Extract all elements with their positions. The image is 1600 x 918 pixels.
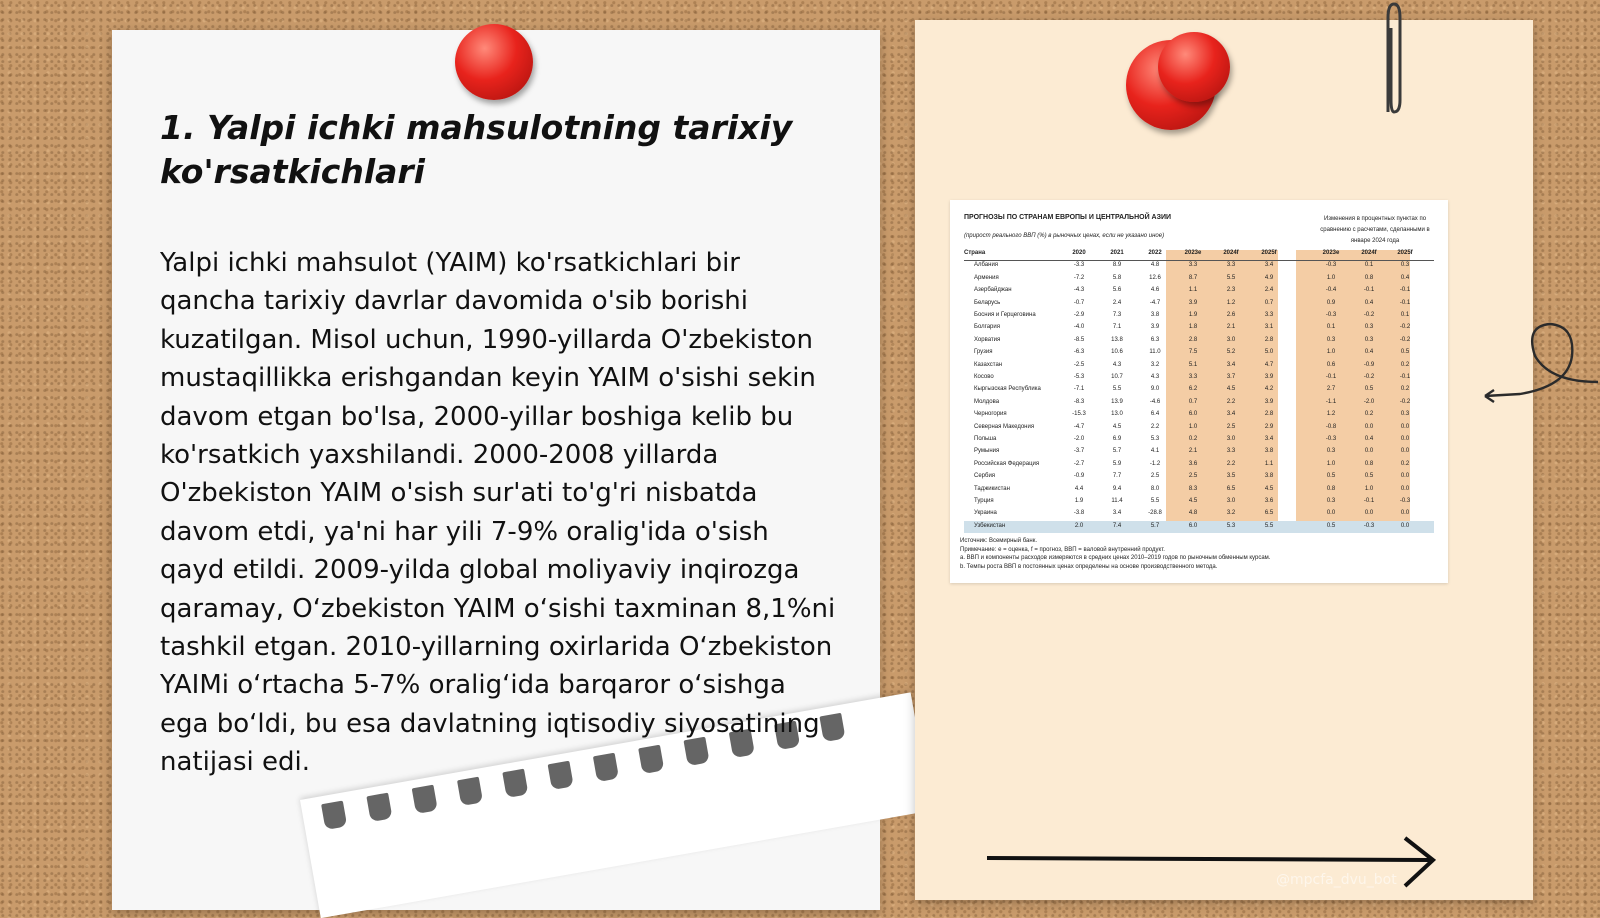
change-cell: 0.1 (1364, 262, 1374, 269)
value-cell: -2.7 (1073, 460, 1085, 467)
change-cell: 0.0 (1400, 485, 1410, 492)
value-cell: 3.0 (1226, 336, 1236, 343)
change-cell: 0.3 (1326, 498, 1336, 504)
value-cell: 5.5 (1150, 498, 1160, 504)
value-cell: 3.0 (1226, 436, 1236, 442)
change-cell: -0.3 (1325, 436, 1337, 442)
value-cell: 1.9 (1074, 498, 1084, 504)
value-cell: 5.3 (1226, 522, 1236, 529)
value-cell: 13.9 (1111, 398, 1123, 405)
value-cell: 2.2 (1226, 398, 1236, 405)
change-cell: 0.3 (1400, 262, 1410, 269)
column-header: 2025f (1397, 250, 1413, 256)
value-cell: 2.5 (1188, 473, 1198, 480)
table-row (964, 484, 1434, 496)
change-cell: 0.0 (1364, 448, 1374, 455)
value-cell: 7.5 (1188, 349, 1198, 356)
table-row (964, 260, 1434, 272)
value-cell: 5.5 (1264, 522, 1274, 529)
value-cell: 2.1 (1188, 448, 1198, 455)
column-header: 2023e (1322, 250, 1340, 256)
value-cell: -2.9 (1073, 312, 1085, 318)
value-cell: 6.5 (1264, 510, 1274, 517)
change-cell: 0.4 (1364, 349, 1374, 356)
value-cell: 2.8 (1188, 336, 1198, 343)
change-cell: 1.2 (1326, 411, 1336, 418)
country-cell: Российская Федерация (974, 460, 1040, 467)
value-cell: 4.5 (1264, 485, 1274, 492)
change-cell: -0.1 (1399, 299, 1411, 306)
value-cell: 3.6 (1264, 498, 1274, 504)
table-change-title: Изменения в процентных пунктах по сравнению с расчетами, сделанными в январе 2024 года (1320, 216, 1430, 244)
change-cell: 0.0 (1326, 510, 1336, 517)
value-cell: 6.9 (1112, 436, 1122, 442)
value-cell: -2.0 (1073, 436, 1085, 442)
change-cell: 0.3 (1326, 336, 1336, 343)
value-cell: 2.5 (1226, 423, 1236, 430)
value-cell: 3.5 (1226, 473, 1236, 480)
country-cell: Турция (974, 498, 994, 504)
value-cell: 5.7 (1112, 448, 1122, 455)
value-cell: 10.7 (1111, 374, 1123, 380)
gdp-forecast-table (950, 200, 1448, 583)
change-cell: 2.7 (1326, 386, 1336, 393)
change-cell: -0.3 (1399, 498, 1411, 504)
pushpin-icon (1158, 32, 1230, 102)
value-cell: 3.4 (1226, 411, 1236, 418)
value-cell: 7.7 (1112, 473, 1122, 480)
change-cell: 0.0 (1400, 448, 1410, 455)
change-cell: 0.1 (1400, 312, 1410, 318)
value-cell: 5.0 (1264, 349, 1274, 356)
change-cell: -0.1 (1399, 374, 1411, 380)
value-cell: 2.0 (1074, 522, 1084, 529)
table-row (964, 471, 1434, 483)
table-row (964, 310, 1434, 322)
change-cell: 0.3 (1364, 336, 1374, 343)
value-cell: 8.0 (1150, 485, 1160, 492)
country-cell: Сербия (974, 473, 996, 480)
value-cell: 4.1 (1150, 448, 1160, 455)
value-cell: 12.6 (1149, 274, 1161, 281)
change-cell: 0.3 (1326, 448, 1336, 455)
value-cell: 3.3 (1226, 262, 1236, 269)
change-cell: 0.3 (1364, 324, 1374, 331)
change-cell: 0.0 (1364, 423, 1374, 430)
table-row (964, 285, 1434, 297)
value-cell: 3.9 (1150, 324, 1160, 331)
column-header: 2025f (1261, 250, 1277, 256)
value-cell: 13.0 (1111, 411, 1123, 418)
country-cell: Косово (974, 374, 994, 380)
value-cell: -1.2 (1149, 460, 1161, 467)
value-cell: 2.8 (1264, 411, 1274, 418)
value-cell: 5.3 (1150, 436, 1160, 442)
table-header-row (964, 248, 1434, 261)
change-cell: 0.2 (1400, 460, 1410, 467)
value-cell: 1.1 (1188, 287, 1198, 294)
value-cell: 2.2 (1150, 423, 1160, 430)
value-cell: -6.3 (1073, 349, 1085, 356)
country-cell: Черногория (974, 411, 1007, 418)
pushpin-icon (455, 24, 533, 100)
value-cell: 2.3 (1226, 287, 1236, 294)
change-cell: 0.4 (1364, 299, 1374, 306)
value-cell: 3.2 (1226, 510, 1236, 517)
country-cell: Таджикистан (974, 485, 1010, 492)
value-cell: -4.3 (1073, 287, 1085, 294)
value-cell: 2.4 (1112, 299, 1122, 306)
change-cell: -0.1 (1363, 498, 1375, 504)
change-cell: -0.1 (1363, 287, 1375, 294)
value-cell: 9.4 (1112, 485, 1122, 492)
change-cell: 0.5 (1364, 473, 1374, 480)
change-cell: -0.2 (1363, 312, 1375, 318)
value-cell: 6.0 (1188, 522, 1198, 529)
value-cell: 2.6 (1226, 312, 1236, 318)
value-cell: 3.8 (1264, 448, 1274, 455)
value-cell: 4.5 (1226, 386, 1236, 393)
change-cell: 0.0 (1400, 423, 1410, 430)
value-cell: 8.7 (1188, 274, 1198, 281)
value-cell: 3.0 (1226, 498, 1236, 504)
value-cell: 5.5 (1226, 274, 1236, 281)
table-subtitle: (прирост реального ВВП (%) в рыночных ценах, если не указано иное) (964, 233, 1165, 239)
value-cell: 5.1 (1188, 361, 1198, 368)
table-row (964, 273, 1434, 285)
value-cell: 8.3 (1188, 485, 1198, 492)
table-row (964, 508, 1434, 520)
value-cell: -0.7 (1073, 299, 1085, 306)
value-cell: -28.8 (1148, 510, 1162, 517)
value-cell: 5.5 (1112, 386, 1122, 393)
value-cell: 3.8 (1150, 312, 1160, 318)
table-note: Источник: Всемирный банк. (960, 538, 1037, 544)
change-cell: 0.0 (1400, 510, 1410, 517)
change-cell: 0.6 (1326, 361, 1336, 368)
value-cell: 3.3 (1188, 374, 1198, 380)
table-row (964, 298, 1434, 310)
country-cell: Узбекистан (974, 522, 1006, 529)
country-cell: Польша (974, 436, 997, 442)
country-cell: Беларусь (974, 299, 1001, 306)
value-cell: 3.4 (1112, 510, 1122, 517)
value-cell: 2.8 (1264, 336, 1274, 343)
table-row (964, 496, 1434, 508)
value-cell: 7.3 (1112, 312, 1122, 318)
change-cell: -1.1 (1325, 398, 1337, 405)
column-header: Страна (964, 250, 986, 256)
value-cell: 11.4 (1111, 498, 1123, 504)
change-cell: -2.0 (1363, 398, 1375, 405)
value-cell: 3.2 (1150, 361, 1160, 368)
table-row (964, 459, 1434, 471)
value-cell: 3.3 (1264, 312, 1274, 318)
value-cell: 3.1 (1264, 324, 1274, 331)
change-cell: -0.2 (1399, 324, 1411, 331)
value-cell: 1.0 (1188, 423, 1198, 430)
country-cell: Северная Македония (974, 423, 1035, 430)
value-cell: 2.2 (1226, 460, 1236, 467)
change-cell: -0.2 (1399, 398, 1411, 405)
table-row (964, 409, 1434, 421)
change-cell: -0.9 (1363, 361, 1375, 368)
change-cell: 0.5 (1400, 349, 1410, 356)
value-cell: 5.6 (1112, 287, 1122, 294)
value-cell: -0.9 (1073, 473, 1085, 480)
value-cell: 2.9 (1264, 423, 1274, 430)
column-header: 2024f (1223, 250, 1239, 256)
change-cell: 0.9 (1326, 299, 1336, 306)
change-cell: 0.8 (1326, 485, 1336, 492)
change-cell: -0.8 (1325, 423, 1337, 430)
change-cell: -0.2 (1399, 336, 1411, 343)
value-cell: 7.1 (1112, 324, 1122, 331)
country-cell: Грузия (974, 349, 993, 356)
change-cell: 0.0 (1400, 522, 1410, 529)
value-cell: 2.4 (1264, 287, 1274, 294)
value-cell: 3.8 (1264, 473, 1274, 480)
value-cell: -3.3 (1073, 262, 1085, 269)
value-cell: 6.5 (1226, 485, 1236, 492)
value-cell: 0.2 (1188, 436, 1198, 442)
value-cell: 2.5 (1150, 473, 1160, 480)
change-cell: 0.1 (1326, 324, 1336, 331)
value-cell: 5.2 (1226, 349, 1236, 356)
value-cell: 4.4 (1074, 485, 1084, 492)
value-cell: 4.5 (1188, 498, 1198, 504)
table-row (964, 384, 1434, 396)
value-cell: 11.0 (1149, 349, 1161, 356)
value-cell: 4.9 (1264, 274, 1274, 281)
value-cell: 4.7 (1264, 361, 1274, 368)
change-cell: 1.0 (1364, 485, 1374, 492)
value-cell: 4.6 (1150, 287, 1160, 294)
value-cell: -4.6 (1149, 398, 1161, 405)
country-cell: Кыргызская Республика (974, 386, 1041, 393)
change-cell: 0.5 (1326, 473, 1336, 480)
change-cell: -0.3 (1363, 522, 1375, 529)
value-cell: -3.8 (1073, 510, 1085, 517)
value-cell: 8.9 (1112, 262, 1122, 269)
country-cell: Босния и Герцеговина (974, 312, 1036, 318)
column-header: 2021 (1110, 250, 1124, 256)
value-cell: 13.8 (1111, 336, 1123, 343)
change-cell: 1.0 (1326, 460, 1336, 467)
country-cell: Армения (974, 274, 999, 281)
value-cell: 4.5 (1112, 423, 1122, 430)
value-cell: 6.0 (1188, 411, 1198, 418)
country-cell: Казахстан (974, 361, 1003, 368)
country-cell: Албания (974, 262, 999, 269)
table-row (964, 434, 1434, 446)
value-cell: -5.3 (1073, 374, 1085, 380)
column-header: 2020 (1072, 250, 1086, 256)
change-cell: 0.4 (1400, 274, 1410, 281)
value-cell: 3.4 (1264, 262, 1274, 269)
change-cell: -0.2 (1363, 374, 1375, 380)
value-cell: 3.7 (1226, 374, 1236, 380)
change-cell: 0.0 (1364, 510, 1374, 517)
change-cell: 0.4 (1364, 436, 1374, 442)
change-cell: 0.5 (1326, 522, 1336, 529)
table-row (964, 335, 1434, 347)
country-cell: Болгария (974, 324, 1000, 331)
slide-body-text: Yalpi ichki mahsulot (YAIM) ko'rsatkichlari bir qancha tarixiy davrlar davomida o'sib borishi kuzatilgan. Misol uchun, 1990-yillarda O'zbekiston mustaqillikka erishgandan keyin YAIM o'sishi sekin davom etgan bo'lsa, 2000-yillar boshiga kelib bu ko'rsatkich yaxshilandi. 2000-2008 yillarda O'zbekiston YAIM o'sish sur'ati to'g'ri nisbatda davom etdi, ya'ni har yili 7-9% oralig'ida o'sish qayd etildi. 2009-yilda global moliyaviy inqirozga qaramay, O‘zbekiston YAIM o‘sishi taxminan 8,1%ni tashkil etgan. 2010-yillarning oxirlarida O‘zbekiston YAIMi o‘rtacha 5-7% oralig‘ida barqaror o‘sishga ega bo‘ldi, bu esa davlatning iqtisodiy siyosatining natijasi edi. (160, 248, 836, 778)
value-cell: 3.4 (1226, 361, 1236, 368)
change-cell: 0.2 (1364, 411, 1374, 418)
change-cell: 0.8 (1364, 460, 1374, 467)
change-cell: 1.0 (1326, 274, 1336, 281)
value-cell: 6.3 (1150, 336, 1160, 343)
change-cell: 0.8 (1364, 274, 1374, 281)
value-cell: 7.4 (1112, 522, 1122, 529)
table-note: Примечание: e = оценка, f = прогноз, ВВП = валовой внутренний продукт. (960, 546, 1165, 553)
value-cell: 3.6 (1188, 460, 1198, 467)
table-row (964, 397, 1434, 409)
table-note: a. ВВП и компоненты расходов измеряются в средних ценах 2010–2019 годов по рыночным обменным курсам. (960, 555, 1271, 561)
change-cell: 0.5 (1364, 386, 1374, 393)
table-note: b. Темпы роста ВВП в постоянных ценах определены на основе производственного метода. (960, 563, 1218, 570)
value-cell: 3.9 (1264, 398, 1274, 405)
value-cell: 4.3 (1150, 374, 1160, 380)
country-cell: Украина (974, 510, 997, 517)
table-notes (960, 537, 1440, 571)
value-cell: 3.9 (1264, 374, 1274, 380)
table-row (964, 521, 1434, 533)
change-cell: 0.2 (1400, 361, 1410, 368)
value-cell: -8.5 (1073, 336, 1085, 343)
change-cell: -0.4 (1325, 287, 1337, 294)
value-cell: 1.1 (1264, 460, 1274, 467)
change-cell: -0.1 (1325, 374, 1337, 380)
change-cell: -0.1 (1399, 287, 1411, 294)
value-cell: -2.5 (1073, 361, 1085, 368)
value-cell: -7.1 (1073, 386, 1085, 393)
value-cell: 4.2 (1264, 386, 1274, 393)
table-row (964, 446, 1434, 458)
value-cell: 5.9 (1112, 460, 1122, 467)
value-cell: -8.3 (1073, 398, 1085, 405)
value-cell: 3.3 (1188, 262, 1198, 269)
value-cell: 2.1 (1226, 324, 1236, 331)
value-cell: 6.2 (1188, 386, 1198, 393)
value-cell: 0.7 (1188, 398, 1198, 405)
value-cell: 4.8 (1188, 510, 1198, 517)
watermark: @mpcfa_dvu_bot (1276, 872, 1397, 888)
value-cell: 3.4 (1264, 436, 1274, 442)
value-cell: 6.4 (1150, 411, 1160, 418)
change-cell: -0.3 (1325, 262, 1337, 269)
value-cell: 3.3 (1226, 448, 1236, 455)
value-cell: -3.7 (1073, 448, 1085, 455)
value-cell: -7.2 (1073, 274, 1085, 281)
table-row (964, 322, 1434, 334)
change-cell: 0.0 (1400, 436, 1410, 442)
value-cell: 1.9 (1188, 312, 1198, 318)
value-cell: 0.7 (1264, 299, 1274, 306)
slide-title: 1. Yalpi ichki mahsulotning tarixiy ko'rsatkichlari (160, 108, 793, 191)
paperclip-icon (1382, 0, 1406, 120)
value-cell: 4.8 (1150, 262, 1160, 269)
table-row (964, 360, 1434, 372)
scribble-icon (1480, 316, 1600, 406)
table-row (964, 422, 1434, 434)
change-cell: 0.3 (1400, 411, 1410, 418)
value-cell: -4.7 (1073, 423, 1085, 430)
change-cell: 1.0 (1326, 349, 1336, 356)
table-title: ПРОГНОЗЫ ПО СТРАНАМ ЕВРОПЫ И ЦЕНТРАЛЬНОЙ АЗИИ (964, 214, 1172, 221)
country-cell: Хорватия (974, 336, 1001, 343)
column-header: 2024f (1361, 250, 1377, 256)
value-cell: 4.3 (1112, 361, 1122, 368)
country-cell: Румыния (974, 448, 1000, 455)
value-cell: 1.2 (1226, 299, 1236, 306)
column-header: 2022 (1148, 250, 1162, 256)
change-cell: -0.3 (1325, 312, 1337, 318)
table-row (964, 347, 1434, 359)
value-cell: 10.6 (1111, 349, 1123, 356)
value-cell: 5.7 (1150, 522, 1160, 529)
column-header: 2023e (1184, 250, 1202, 256)
value-cell: 9.0 (1150, 386, 1160, 393)
value-cell: -4.0 (1073, 324, 1085, 331)
value-cell: -4.7 (1149, 299, 1161, 306)
country-cell: Азербайджан (974, 287, 1012, 294)
value-cell: 1.8 (1188, 324, 1198, 331)
change-cell: 0.0 (1400, 473, 1410, 480)
value-cell: -15.3 (1072, 411, 1086, 418)
table-row (964, 372, 1434, 384)
change-cell: 0.2 (1400, 386, 1410, 393)
country-cell: Молдова (974, 398, 1000, 405)
value-cell: 5.8 (1112, 274, 1122, 281)
value-cell: 3.9 (1188, 299, 1198, 306)
